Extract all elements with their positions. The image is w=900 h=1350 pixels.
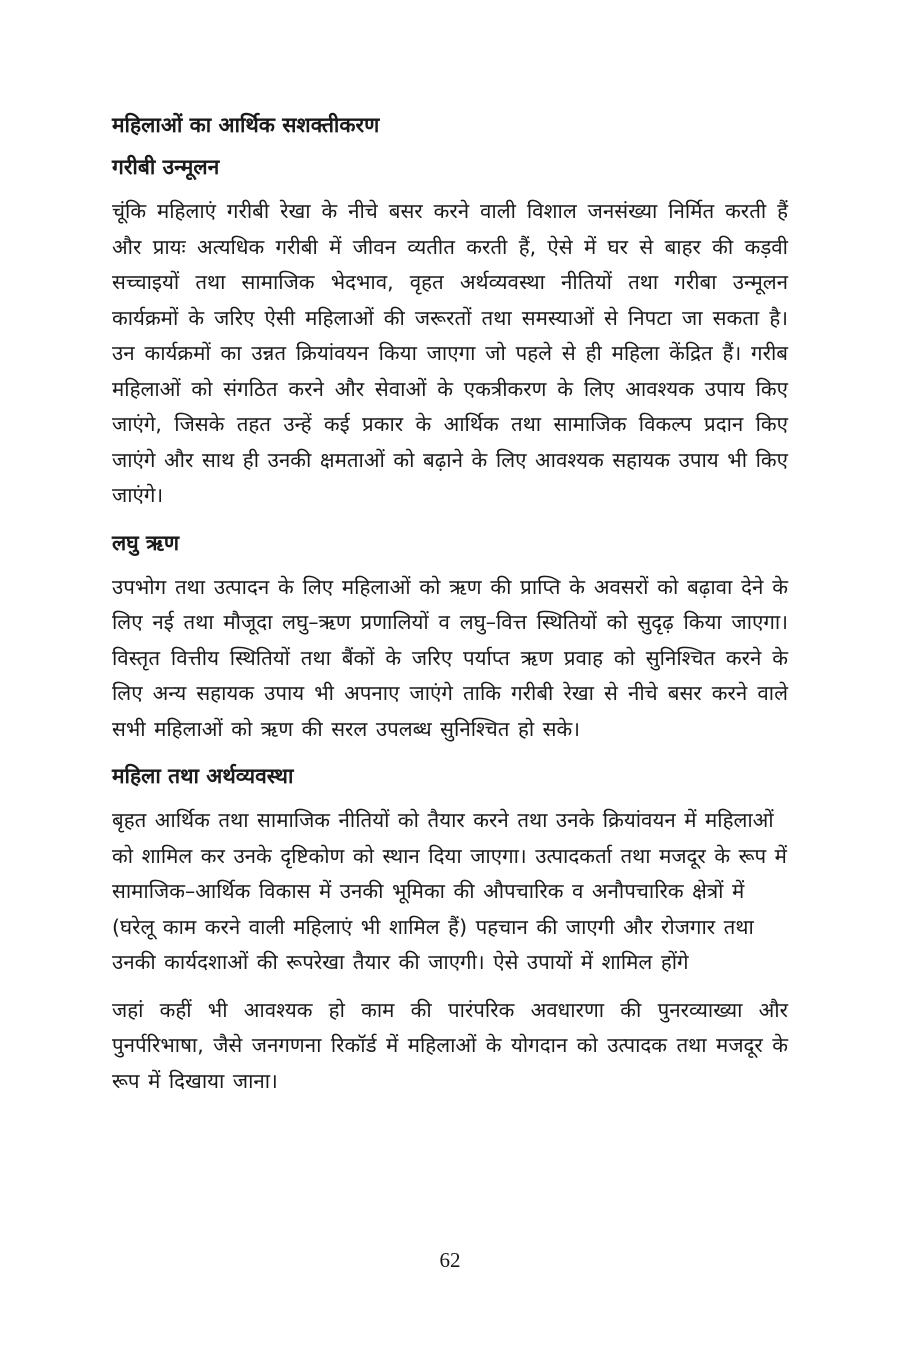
paragraph: चूंकि महिलाएं गरीबी रेखा के नीचे बसर करने वाली विशाल जनसंख्या निर्मित करती हैं और प्रायः अत्यधिक गरीबी में जीवन व्यतीत करती हैं, ऐसे में घर से बाहर की कड़वी सच्चाइयों तथा सामाजिक भेदभाव, वृहत अर्थव्यवस्था नीतियों तथा गरीबा उन्मूलन कार्यक्रमों के जरिए ऐसी महिलाओं की जरूरतों तथा समस्याओं से निपटा जा सकता है। उन कार्यक्रमों का उन्नत क्रियांवयन किया जाएगा जो पहले से ही महिला केंद्रित हैं। गरीब महिलाओं को संगठित करने और सेवाओं के एकत्रीकरण के लिए आवश्यक उपाय किए जाएंगे, जिसके तहत उन्हें कई प्रकार के आर्थिक तथा सामाजिक विकल्प प्रदान किए जाएंगे और साथ ही उनकी क्षमताओं को बढ़ाने के लिए आवश्यक सहायक उपाय भी किए जाएंगे। — [112, 199, 788, 507]
section-micro-credit — [112, 526, 788, 748]
section-poverty-eradication — [112, 150, 788, 514]
page-number: 62 — [439, 1248, 461, 1272]
section-heading: महिला तथा अर्थव्यवस्था — [112, 764, 294, 788]
document-page — [112, 108, 788, 1111]
section-heading: गरीबी उन्मूलन — [112, 155, 220, 179]
section-heading: लघु ऋण — [112, 530, 180, 555]
paragraph: बृहत आर्थिक तथा सामाजिक नीतियों को तैयार करने तथा उनके क्रियांवयन में महिलाओं को शामिल कर उनके दृष्टिकोण को स्थान दिया जाएगा। उत्पादकर्ता तथा मजदूर के रूप में सामाजिक–आर्थिक विकास में उनकी भूमिका की औपचारिक व अनौपचारिक क्षेत्रों में (घरेलू काम करने वाली महिलाएं भी शामिल हैं) पहचान की जाएगी और रोजगार तथा उनकी कार्यदशाओं की रूपरेखा तैयार की जाएगी। ऐसे उपायों में शामिल होंगे — [112, 808, 787, 974]
paragraph: जहां कहीं भी आवश्यक हो काम की पारंपरिक अवधारणा की पुनरव्याख्या और पुनर्परिभाषा, जैसे जनगणना रिकॉर्ड में महिलाओं के योगदान को उत्पादक तथा मजदूर के रूप में दिखाया जाना। — [112, 997, 788, 1093]
section-women-and-economy — [112, 759, 788, 1099]
paragraph: उपभोग तथा उत्पादन के लिए महिलाओं को ऋण की प्राप्ति के अवसरों को बढ़ावा देने के लिए नई तथा मौजूदा लघु–ऋण प्रणालियों व लघु–वित्त स्थितियों को सुदृढ़ किया जाएगा। विस्तृत वित्तीय स्थितियों तथा बैंकों के जरिए पर्याप्त ऋण प्रवाह को सुनिश्चित करने के लिए अन्य सहायक उपाय भी अपनाए जाएंगे ताकि गरीबी रेखा से नीचे बसर करने वाले सभी महिलाओं को ऋण की सरल उपलब्ध सुनिश्चित हो सके। — [112, 574, 788, 741]
main-heading: महिलाओं का आर्थिक सशक्तीकरण — [112, 113, 380, 137]
